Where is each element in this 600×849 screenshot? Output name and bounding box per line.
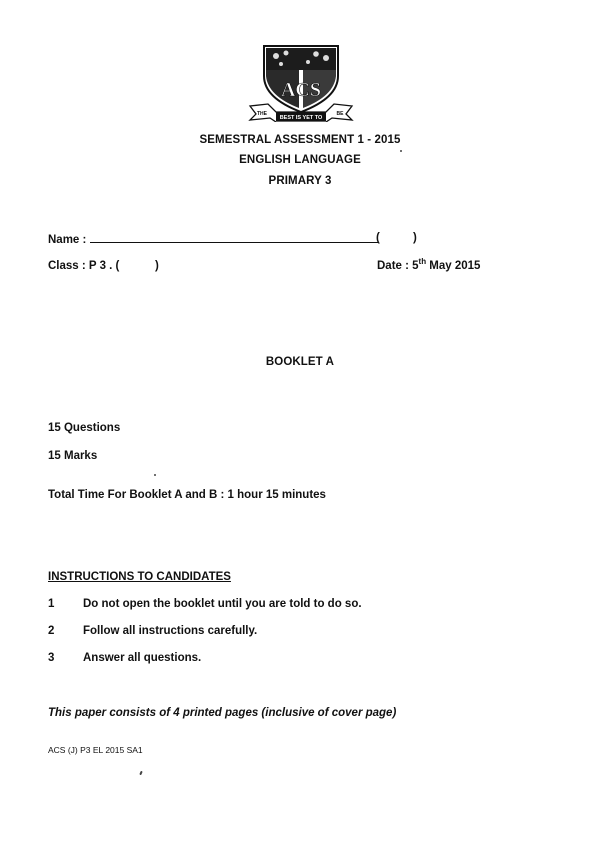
exam-date <box>377 257 481 272</box>
name-field <box>48 232 378 246</box>
instruction-text: Do not open the booklet until you are told to do so. <box>83 598 362 610</box>
school-crest-logo <box>246 40 356 122</box>
marks-count: 15 Marks <box>48 450 98 462</box>
page-count-note: This paper consists of 4 printed pages (inclusive of cover page) <box>48 707 397 719</box>
motto-right: BE <box>336 111 344 117</box>
instruction-number: 3 <box>48 652 55 664</box>
instruction-text: Answer all questions. <box>83 652 202 664</box>
register-number-close: ) <box>413 232 417 244</box>
instruction-number: 1 <box>48 598 55 610</box>
level-title: PRIMARY 3 <box>268 175 332 187</box>
scan-speck <box>400 150 402 152</box>
scan-speck <box>154 474 156 476</box>
crest-initials: ACS <box>280 79 322 101</box>
assessment-title: SEMESTRAL ASSESSMENT 1 - 2015 <box>199 134 401 146</box>
question-count: 15 Questions <box>48 422 121 434</box>
scan-speck <box>139 771 143 775</box>
paper-code: ACS (J) P3 EL 2015 SA1 <box>48 745 143 755</box>
register-number-open: ( <box>376 232 380 244</box>
instruction-number: 2 <box>48 625 55 637</box>
total-time: Total Time For Booklet A and B : 1 hour 15 minutes <box>48 489 326 501</box>
date-suffix: th <box>418 257 427 267</box>
motto-center: BEST IS YET TO <box>279 115 323 121</box>
motto-left: THE <box>257 111 267 117</box>
class-label: Class : P 3 . ( <box>48 260 120 272</box>
instructions-heading: INSTRUCTIONS TO CANDIDATES <box>48 571 231 583</box>
name-blank-line[interactable] <box>90 232 378 243</box>
instruction-item <box>48 625 257 637</box>
instruction-item <box>48 652 201 664</box>
class-bracket-close: ) <box>155 260 159 272</box>
date-rest: May 2015 <box>426 260 481 272</box>
name-label: Name : <box>48 234 87 246</box>
subject-title: ENGLISH LANGUAGE <box>239 154 361 166</box>
date-label: Date : 5 <box>377 260 419 272</box>
booklet-title: BOOKLET A <box>265 356 335 368</box>
instruction-item <box>48 598 362 610</box>
instruction-text: Follow all instructions carefully. <box>83 625 258 637</box>
